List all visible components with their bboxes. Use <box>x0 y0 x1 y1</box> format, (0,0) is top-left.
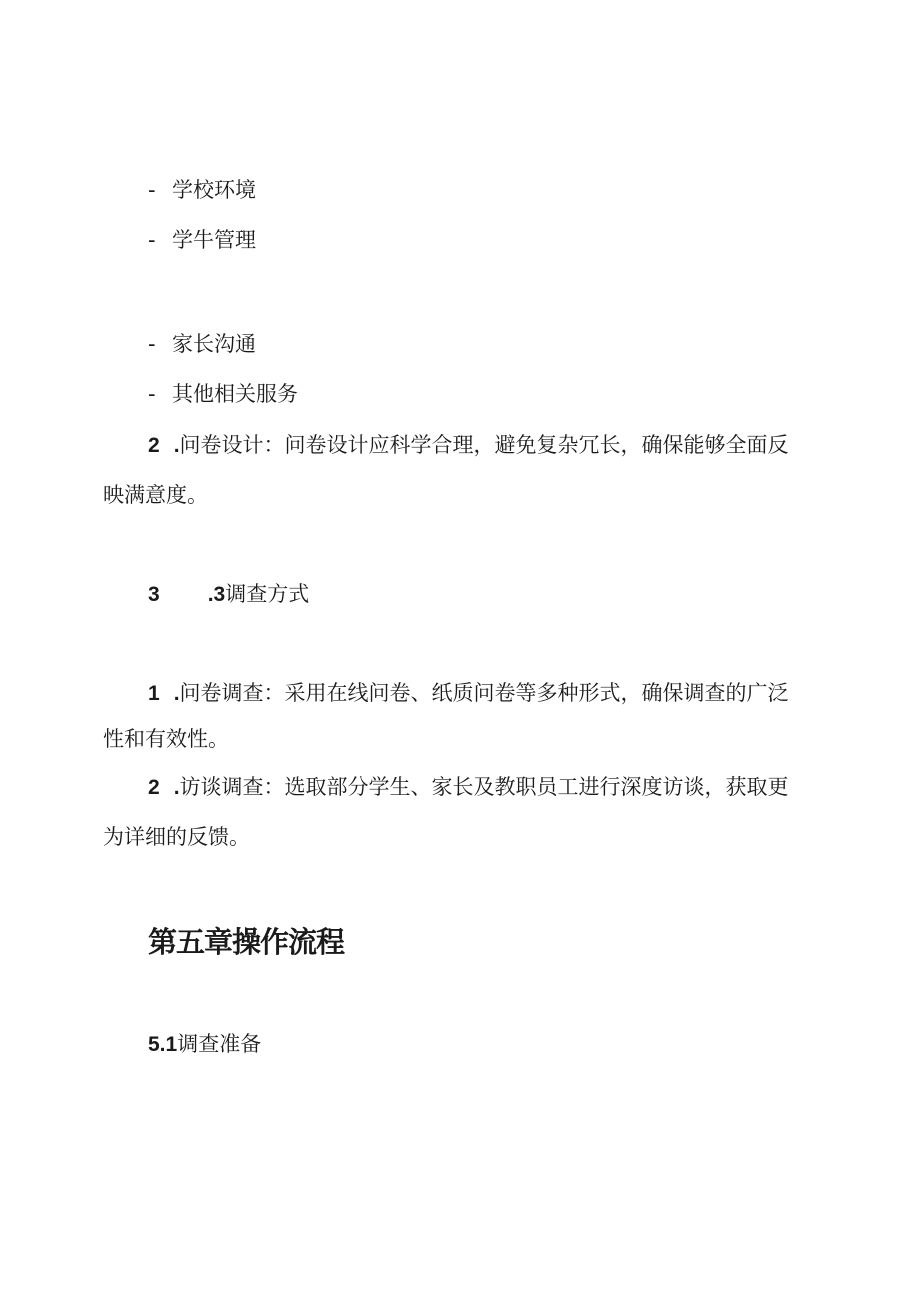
list-dash: - <box>148 228 156 252</box>
list-item <box>148 226 256 254</box>
paragraph-text: 问卷设计：问卷设计应科学合理，避免复杂冗长，确保能够全面反 <box>179 433 789 457</box>
list-dash: - <box>148 382 156 406</box>
paragraph-questionnaire-design <box>148 431 789 460</box>
list-item <box>148 330 256 358</box>
paragraph-text: 为详细的反馈。 <box>103 825 250 849</box>
list-item-text: 学牛管理 <box>172 228 256 252</box>
list-dash: - <box>148 332 156 356</box>
paragraph-text: 问卷调查：采用在线问卷、纸质问卷等多种形式，确保调查的广泛 <box>179 681 789 705</box>
list-item-text: 其他相关服务 <box>172 382 298 406</box>
paragraph-continuation <box>103 823 250 851</box>
list-item <box>148 176 256 204</box>
paragraph-text: 访谈调查：选取部分学生、家长及教职员工进行深度访谈，获取更 <box>179 775 789 799</box>
item-number: 2 <box>148 434 160 457</box>
item-separator: . <box>173 682 180 705</box>
item-separator: . <box>173 776 180 799</box>
section-number-b: .3 <box>207 583 226 606</box>
section-heading-3-3 <box>148 580 309 609</box>
section-number-a: 3 <box>148 583 160 606</box>
list-item-text: 家长沟通 <box>172 332 256 356</box>
paragraph-questionnaire-survey <box>148 679 789 708</box>
section-number: 5.1 <box>148 1033 178 1056</box>
paragraph-text: 性和有效性。 <box>103 727 229 751</box>
paragraph-continuation <box>103 481 208 509</box>
paragraph-text: 映满意度。 <box>103 483 208 507</box>
list-item <box>148 380 298 408</box>
paragraph-continuation <box>103 725 229 753</box>
section-title: 调查准备 <box>177 1032 262 1056</box>
chapter-heading: 第五章操作流程 <box>148 925 345 959</box>
paragraph-interview-survey <box>148 773 789 802</box>
item-number: 2 <box>148 776 160 799</box>
list-dash: - <box>148 178 156 202</box>
item-number: 1 <box>148 682 160 705</box>
section-heading-5-1 <box>148 1030 261 1059</box>
item-separator: . <box>173 434 180 457</box>
list-item-text: 学校环境 <box>172 178 256 202</box>
section-title: 调查方式 <box>225 582 310 606</box>
